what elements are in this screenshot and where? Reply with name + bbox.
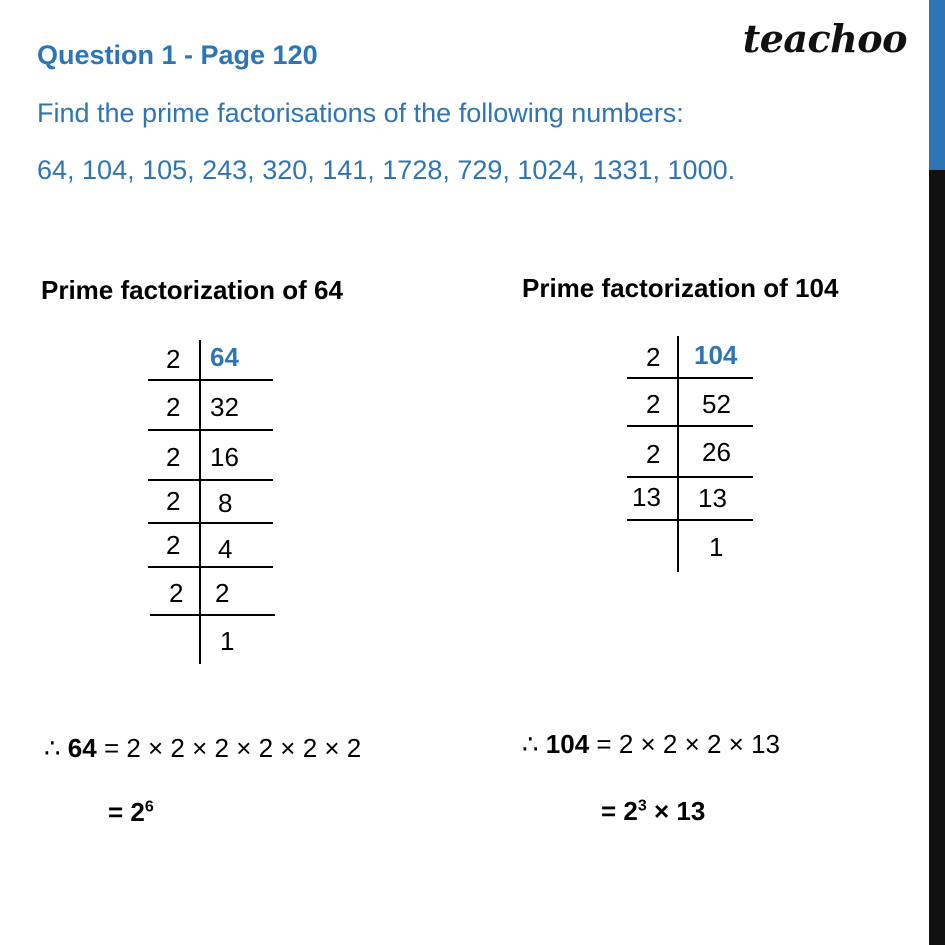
left-divisor: 2: [166, 486, 181, 516]
left-quotient: 32: [210, 392, 239, 422]
left-power-base: = 2: [108, 797, 145, 827]
right-power-base: = 2: [601, 796, 638, 826]
left-divisor: 2: [166, 344, 181, 374]
right-quotient: 52: [702, 389, 731, 419]
slide-edge-accent: [929, 0, 945, 170]
right-divisor: 13: [632, 482, 661, 512]
right-result-equation: [522, 729, 780, 760]
right-result-product: = 2 × 2 × 2 × 13: [596, 729, 781, 759]
left-ladder-divider: [148, 479, 273, 481]
left-divisor: 2: [166, 442, 181, 472]
left-ladder-divider: [148, 379, 273, 381]
teachoo-logo: teachoo: [742, 16, 907, 61]
right-quotient: 26: [702, 437, 731, 467]
right-result-power: [601, 796, 705, 827]
left-final-quotient: 1: [220, 626, 235, 656]
right-ladder-divider: [627, 377, 753, 379]
right-power-exponent: 3: [637, 797, 647, 815]
left-quotient: 4: [218, 534, 233, 564]
right-divisor: 2: [646, 439, 661, 469]
left-ladder-divider: [148, 429, 273, 431]
right-power-suffix: × 13: [646, 796, 706, 826]
right-heading: Prime factorization of 104: [522, 273, 839, 303]
left-ladder-divider: [148, 566, 273, 568]
left-quotient: 8: [218, 488, 233, 518]
right-dividend-start: 104: [694, 340, 738, 370]
left-ladder-divider: [150, 614, 275, 616]
left-heading: Prime factorization of 64: [41, 275, 343, 305]
left-quotient: 2: [215, 578, 230, 608]
therefore-symbol: ∴: [44, 733, 61, 763]
slide-edge-bar: [929, 0, 945, 945]
left-result-equation: [44, 733, 361, 764]
left-dividend-start: 64: [210, 342, 239, 372]
right-result-number: 104: [545, 729, 590, 759]
right-ladder-divider: [627, 425, 753, 427]
left-result-product: = 2 × 2 × 2 × 2 × 2 × 2: [103, 733, 362, 763]
left-result-number: 64: [67, 733, 97, 763]
left-divisor: 2: [166, 530, 181, 560]
left-result-power: [108, 797, 154, 828]
question-numbers: 64, 104, 105, 243, 320, 141, 1728, 729, 1024, 1331, 1000.: [37, 155, 736, 185]
left-ladder-divider: [148, 522, 273, 524]
right-divisor: 2: [646, 342, 661, 372]
right-ladder-vertical-line: [677, 336, 679, 572]
therefore-symbol: ∴: [522, 729, 539, 759]
right-ladder-divider: [627, 476, 753, 478]
left-divisor: 2: [169, 578, 184, 608]
question-text: Find the prime factorisations of the following numbers:: [37, 98, 684, 128]
question-title: Question 1 - Page 120: [37, 40, 318, 70]
left-divisor: 2: [166, 392, 181, 422]
right-quotient: 13: [698, 483, 727, 513]
left-quotient: 16: [210, 442, 239, 472]
right-ladder-divider: [627, 519, 753, 521]
right-divisor: 2: [646, 389, 661, 419]
left-power-exponent: 6: [144, 798, 154, 816]
right-final-quotient: 1: [709, 532, 724, 562]
